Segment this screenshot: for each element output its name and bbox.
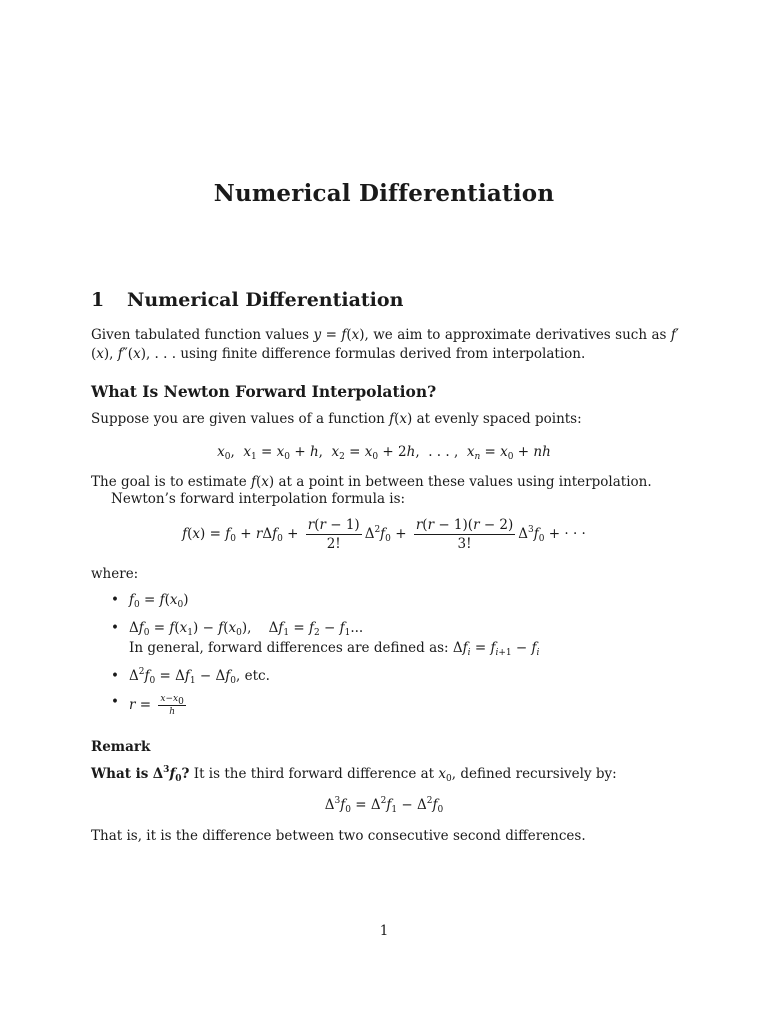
intro-paragraph: Given tabulated function values y = f(x), we aim to approximate derivatives such as f′(x), f″(x), . . . using finite difference formulas derived from interpolation.	[91, 327, 679, 362]
list-item: • $\Delta^2f_0 = \Delta f_1 - \Delta f_0$, etc.	[111, 667, 270, 686]
goal-paragraph: The goal is to estimate f(x) at a point in between these values using interpolation.	[91, 474, 652, 490]
section-title: Numerical Differentiation	[127, 289, 404, 311]
list-item: • $f_0 = f(x_0)$	[111, 592, 189, 610]
suppose-paragraph: Suppose you are given values of a function f(x) at evenly spaced points:	[91, 411, 582, 427]
subsection-heading: What Is Newton Forward Interpolation?	[91, 382, 437, 401]
third-difference-equation: $\Delta^3f_0 = \Delta^2f_1 - \Delta^2f_0$	[324, 796, 444, 815]
remark-heading: Remark	[91, 739, 151, 755]
formula-intro: Newton’s forward interpolation formula is:	[111, 491, 406, 507]
definitions-list	[91, 592, 691, 717]
section-heading	[91, 289, 403, 311]
newton-formula: $f(x) = f_0 + r\Delta f_0$ + $\frac{r(r - 1)}{2!}$ $\Delta^2f_0$ + $\frac{r(r - 1)(r - 2)}{3!}$ $\Delta^3f_0$ + · · ·	[182, 517, 586, 552]
where-label: where:	[91, 566, 139, 582]
page-number: 1	[379, 923, 389, 939]
section-number: 1	[91, 289, 105, 311]
document-title: Numerical Differentiation	[213, 180, 555, 207]
list-item: • r = $\frac{x-x_0}{h}$	[111, 694, 184, 717]
list-item: • $\Delta f_0 = f(x_1) - f(x_0)$, $\Delta f_1 = f_2 - f_1$... In general, forward differences are defined as: $\Delta f_i = f_{i+1} - f_i$	[111, 620, 540, 658]
conclusion-paragraph: That is, it is the difference between two consecutive second differences.	[91, 828, 586, 844]
remark-paragraph: What is $\Delta^3f_0$? It is the third forward difference at $x_0$, defined recursively by:	[91, 765, 617, 784]
points-equation: $x_0$, $x_1 = x_0 + h$, $x_2 = x_0 + 2h$, . . . , $x_n = x_0$ + nh	[217, 444, 551, 462]
